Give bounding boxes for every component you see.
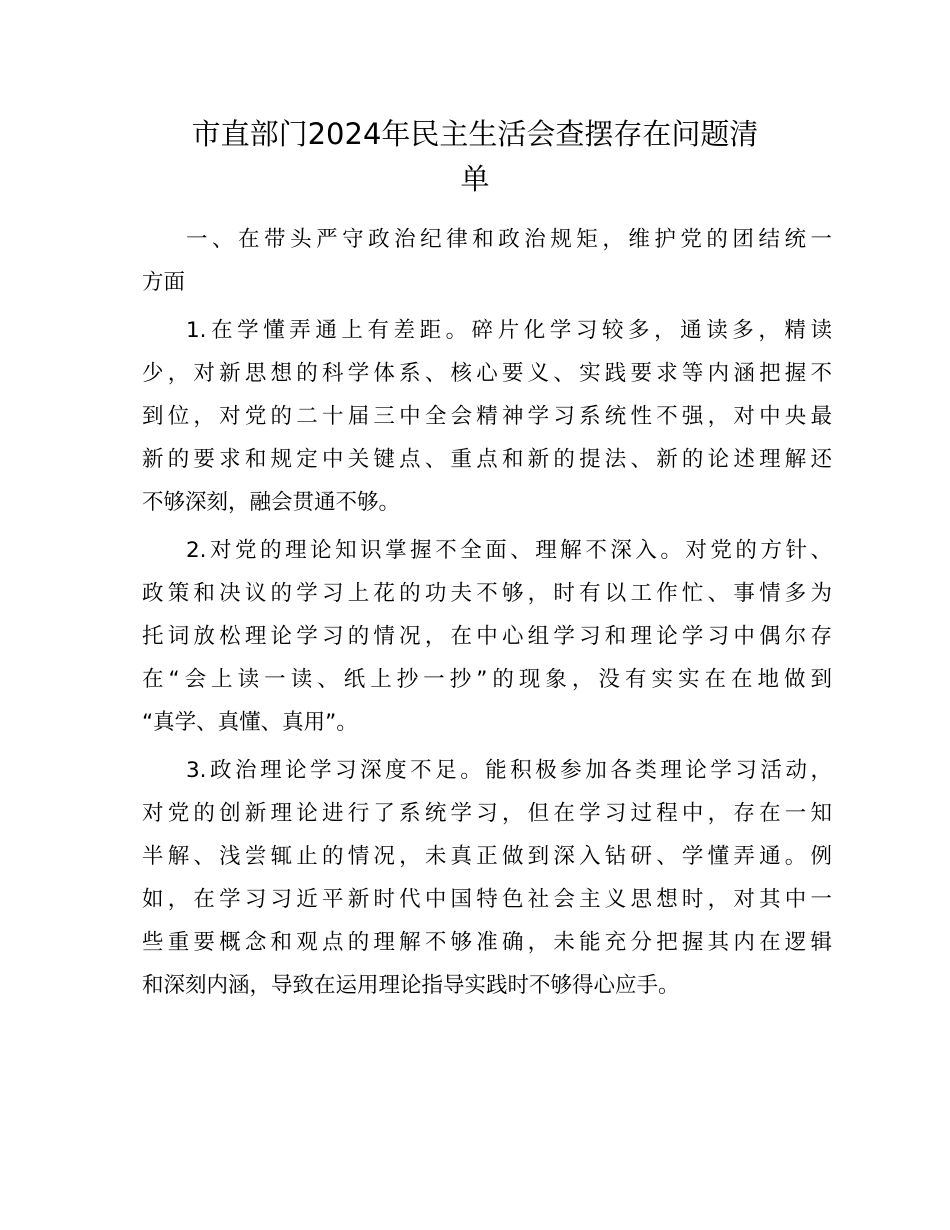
paragraph-line: “真学、真懂、真用”。 bbox=[142, 710, 358, 735]
paragraph-line: 到位，对党的二十届三中全会精神学习系统性不强，对中央最 bbox=[142, 404, 832, 429]
paragraph-line: 少，对新思想的科学体系、核心要义、实践要求等内涵把握不 bbox=[142, 361, 832, 386]
title-line: 市直部门2024年民主生活会查摆存在问题清 bbox=[191, 117, 759, 151]
paragraph-line: 2.对党的理论知识掌握不全面、理解不深入。对党的方针、 bbox=[186, 538, 832, 563]
paragraph bbox=[142, 529, 832, 744]
paragraph-line: 如，在学习习近平新时代中国特色社会主义思想时，对其中一 bbox=[142, 887, 832, 912]
paragraph-line: 1.在学懂弄通上有差距。碎片化学习较多，通读多，精读 bbox=[186, 318, 832, 343]
paragraph bbox=[142, 749, 832, 1007]
paragraph-line: 半解、浅尝辄止的情况，未真正做到深入钻研、学懂弄通。例 bbox=[142, 844, 832, 869]
paragraph-line: 一、在带头严守政治纪律和政治规矩，维护党的团结统一 bbox=[186, 227, 832, 252]
paragraph-line: 政策和决议的学习上花的功夫不够，时有以工作忙、事情多为 bbox=[142, 581, 832, 606]
paragraph-line: 新的要求和规定中关键点、重点和新的提法、新的论述理解还 bbox=[142, 447, 832, 472]
paragraph-line: 在“会上读一读、纸上抄一抄”的现象，没有实实在在地做到 bbox=[142, 667, 832, 692]
document-title bbox=[100, 112, 850, 202]
paragraph-line: 不够深刻，融会贯通不够。 bbox=[142, 490, 401, 515]
paragraph-line: 和深刻内涵，导致在运用理论指导实践时不够得心应手。 bbox=[142, 973, 680, 998]
title-line: 单 bbox=[460, 162, 490, 196]
paragraph bbox=[142, 309, 832, 524]
paragraph-line: 3.政治理论学习深度不足。能积极参加各类理论学习活动， bbox=[186, 758, 832, 783]
paragraph-line: 对党的创新理论进行了系统学习，但在学习过程中，存在一知 bbox=[142, 801, 832, 826]
paragraph-line: 方面 bbox=[142, 270, 186, 295]
paragraph-line: 些重要概念和观点的理解不够准确，未能充分把握其内在逻辑 bbox=[142, 930, 832, 955]
paragraph-line: 托词放松理论学习的情况，在中心组学习和理论学习中偶尔存 bbox=[142, 624, 832, 649]
document-body bbox=[142, 218, 832, 1012]
paragraph bbox=[142, 218, 832, 304]
